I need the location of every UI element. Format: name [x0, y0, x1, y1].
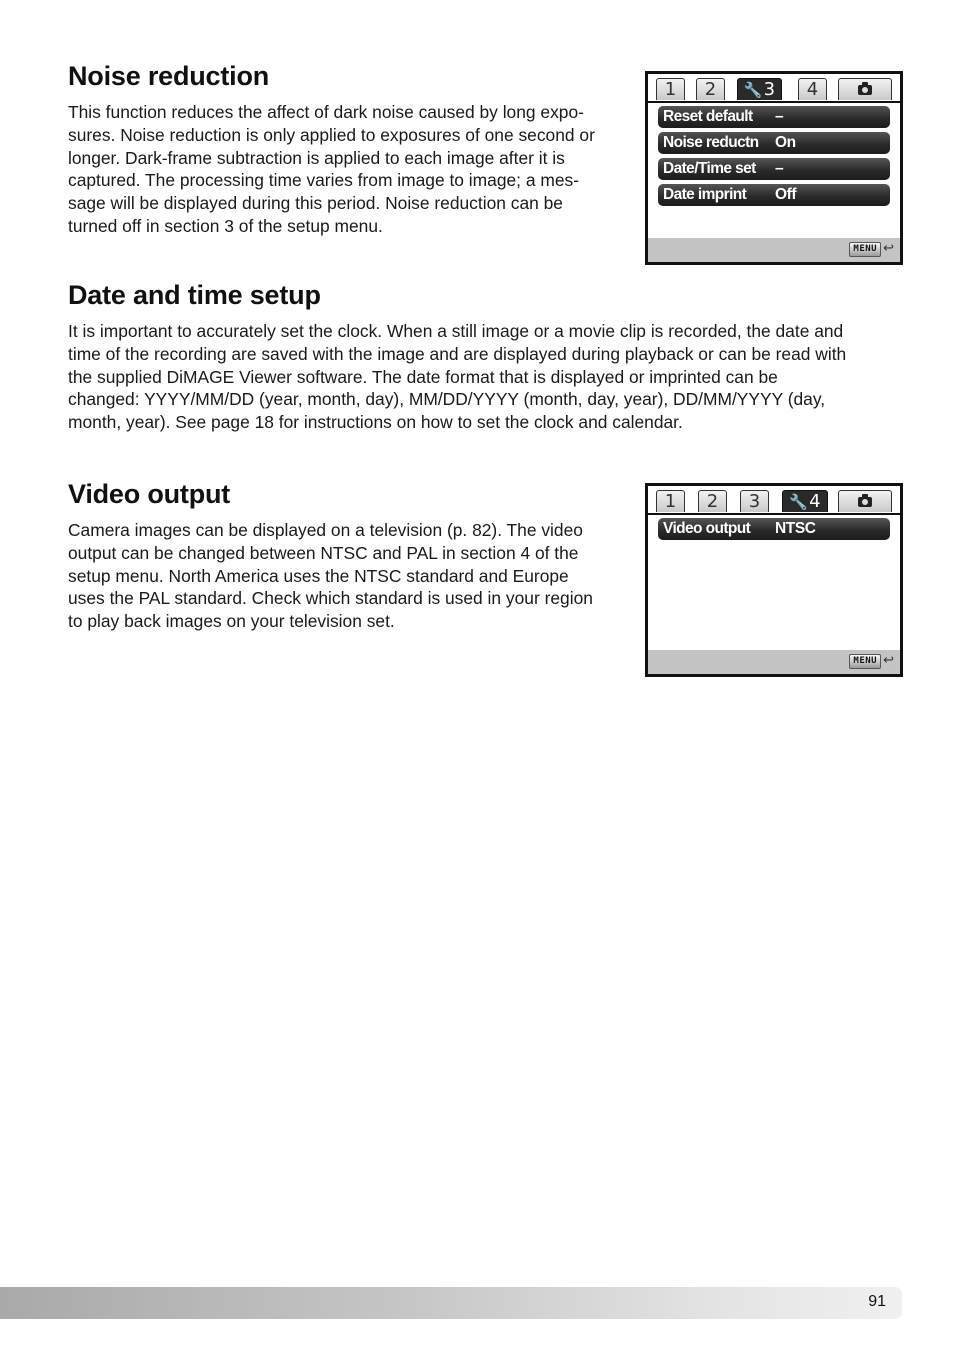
menu-items [658, 106, 890, 210]
return-arrow-icon: ↩ [883, 653, 894, 668]
setup-menu-section-3 [645, 71, 903, 265]
page-number: 91 [868, 1293, 886, 1310]
date-time-setup-text: It is important to accurately set the clock. When a still image or a movie clip is recorded, the date and time of the recording are saved with the image and are displayed during playback or can be read with the supplied DiMAGE Viewer software. The date format that is displayed or imprinted can be changed: YYYY/MM/DD (year, month, day), MM/DD/YYYY (month, day, year), DD/MM/YYYY (day, month, year). See page 18 for instructions on how to set the clock and calendar. [68, 321, 847, 433]
tab-3[interactable]: 🔧3 [737, 78, 782, 100]
setup-menu-section-4 [645, 483, 903, 677]
menu-items [658, 518, 890, 544]
camera-icon [858, 85, 872, 95]
tab-1[interactable]: 1 [656, 490, 685, 512]
tab-2[interactable]: 2 [696, 78, 725, 100]
page-footer-bar [0, 1287, 902, 1319]
menu-footer [648, 650, 900, 674]
tab-4[interactable]: 4 [798, 78, 827, 100]
menu-return-button[interactable]: MENU ↩ [849, 242, 894, 256]
menu-item-reset-default[interactable]: Reset default – [658, 106, 890, 128]
menu-tabs [648, 74, 900, 103]
heading-noise-reduction: Noise reduction [68, 61, 270, 91]
tab-camera[interactable] [838, 78, 892, 100]
heading-video-output: Video output [68, 479, 231, 509]
tab-2[interactable]: 2 [698, 490, 727, 512]
video-output-text: Camera images can be displayed on a television (p. 82). The video output can be changed between NTSC and PAL in section 4 of the setup menu. North America uses the NTSC standard and Europe uses the PAL standard. Check which standard is used in your region to play back images on your television set. [68, 520, 593, 632]
tab-1[interactable]: 1 [656, 78, 685, 100]
menu-item-noise-reduction[interactable]: Noise reductn On [658, 132, 890, 154]
menu-footer [648, 238, 900, 262]
heading-date-time-setup: Date and time setup [68, 280, 321, 310]
camera-icon [858, 497, 872, 507]
noise-reduction-text: This function reduces the affect of dark noise caused by long expo- sures. Noise reduction is only applied to exposures of one second or longer. Dark-frame subtraction is applied to each image after it is captured. The processing time varies from image to image; a mes- sage will be displayed during this period. Noise reduction can be turned off in section 3 of the setup menu. [68, 102, 595, 236]
tab-3[interactable]: 3 [740, 490, 769, 512]
tab-4[interactable]: 🔧4 [782, 490, 828, 512]
menu-return-button[interactable]: MENU ↩ [849, 654, 894, 668]
wrench-icon: 🔧 [743, 81, 763, 99]
menu-item-date-imprint[interactable]: Date imprint Off [658, 184, 890, 206]
tab-camera[interactable] [838, 490, 892, 512]
wrench-icon: 🔧 [789, 493, 809, 511]
menu-tabs [648, 486, 900, 515]
return-arrow-icon: ↩ [883, 241, 894, 256]
menu-item-date-time-set[interactable]: Date/Time set – [658, 158, 890, 180]
menu-item-video-output[interactable]: Video output NTSC [658, 518, 890, 540]
